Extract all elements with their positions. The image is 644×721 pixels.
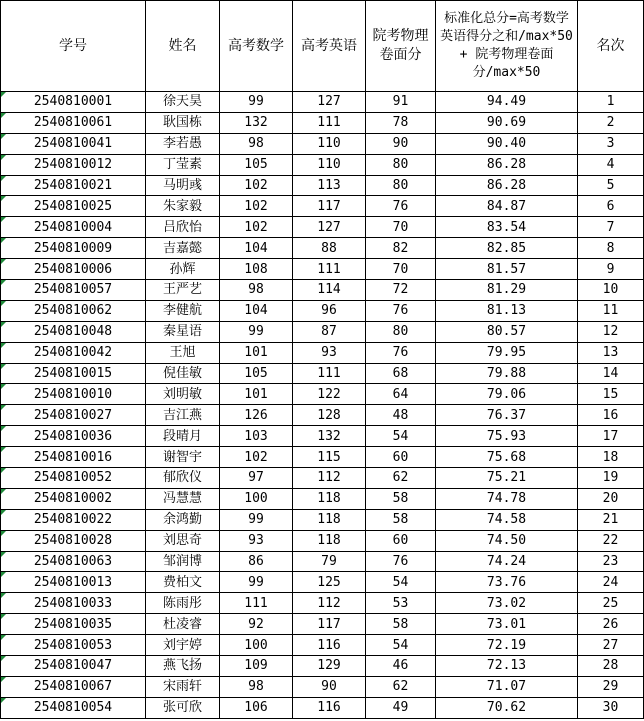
cell-standardized-score[interactable]: 74.58	[436, 509, 578, 530]
cell-physics[interactable]: 62	[366, 468, 436, 489]
table-row	[1, 551, 644, 572]
table-row	[1, 614, 644, 635]
cell-student-id[interactable]: 2540810025	[1, 196, 146, 217]
cell-name[interactable]: 宋雨轩	[146, 676, 220, 697]
cell-student-id[interactable]: 2540810062	[1, 300, 146, 321]
table-row	[1, 259, 644, 280]
cell-rank[interactable]: 29	[578, 676, 644, 697]
cell-standardized-score[interactable]: 75.93	[436, 426, 578, 447]
cell-english[interactable]: 111	[293, 259, 366, 280]
cell-math[interactable]: 98	[220, 280, 293, 301]
cell-math[interactable]: 92	[220, 614, 293, 635]
table-row	[1, 697, 644, 718]
cell-math[interactable]: 99	[220, 509, 293, 530]
cell-rank[interactable]: 24	[578, 572, 644, 593]
cell-standardized-score[interactable]: 72.13	[436, 656, 578, 677]
cell-english[interactable]: 111	[293, 363, 366, 384]
cell-name[interactable]: 杜凌睿	[146, 614, 220, 635]
cell-name[interactable]: 余鸿勤	[146, 509, 220, 530]
table-row	[1, 154, 644, 175]
cell-physics[interactable]: 48	[366, 405, 436, 426]
cell-standardized-score[interactable]: 82.85	[436, 238, 578, 259]
header-student-id[interactable]: 学号	[1, 1, 146, 92]
cell-rank[interactable]: 13	[578, 342, 644, 363]
header-name[interactable]: 姓名	[146, 1, 220, 92]
cell-student-id[interactable]: 2540810022	[1, 509, 146, 530]
cell-english[interactable]: 127	[293, 92, 366, 113]
table-row	[1, 426, 644, 447]
cell-standardized-score[interactable]: 71.07	[436, 676, 578, 697]
cell-english[interactable]: 93	[293, 342, 366, 363]
cell-physics[interactable]: 64	[366, 384, 436, 405]
cell-student-id[interactable]: 2540810002	[1, 488, 146, 509]
cell-name[interactable]: 王旭	[146, 342, 220, 363]
cell-standardized-score[interactable]: 76.37	[436, 405, 578, 426]
cell-english[interactable]: 110	[293, 154, 366, 175]
table-row	[1, 593, 644, 614]
cell-english[interactable]: 114	[293, 280, 366, 301]
cell-student-id[interactable]: 2540810010	[1, 384, 146, 405]
cell-student-id[interactable]: 2540810001	[1, 92, 146, 113]
cell-student-id[interactable]: 2540810016	[1, 447, 146, 468]
cell-math[interactable]: 93	[220, 530, 293, 551]
table-row	[1, 217, 644, 238]
table-row	[1, 112, 644, 133]
cell-physics[interactable]: 80	[366, 321, 436, 342]
cell-english[interactable]: 88	[293, 238, 366, 259]
cell-math[interactable]: 98	[220, 676, 293, 697]
cell-physics[interactable]: 80	[366, 175, 436, 196]
cell-rank[interactable]: 16	[578, 405, 644, 426]
cell-physics[interactable]: 78	[366, 112, 436, 133]
cell-math[interactable]: 102	[220, 217, 293, 238]
cell-math[interactable]: 105	[220, 154, 293, 175]
cell-math[interactable]: 103	[220, 426, 293, 447]
cell-math[interactable]: 132	[220, 112, 293, 133]
cell-english[interactable]: 122	[293, 384, 366, 405]
cell-standardized-score[interactable]: 70.62	[436, 697, 578, 718]
cell-math[interactable]: 99	[220, 572, 293, 593]
cell-student-id[interactable]: 2540810036	[1, 426, 146, 447]
cell-english[interactable]: 87	[293, 321, 366, 342]
cell-name[interactable]: 费柏文	[146, 572, 220, 593]
cell-standardized-score[interactable]: 94.49	[436, 92, 578, 113]
cell-standardized-score[interactable]: 81.13	[436, 300, 578, 321]
cell-name[interactable]: 秦星语	[146, 321, 220, 342]
table-row	[1, 488, 644, 509]
cell-physics[interactable]: 76	[366, 551, 436, 572]
cell-physics[interactable]: 70	[366, 259, 436, 280]
cell-standardized-score[interactable]: 74.24	[436, 551, 578, 572]
cell-rank[interactable]: 7	[578, 217, 644, 238]
cell-physics[interactable]: 70	[366, 217, 436, 238]
cell-standardized-score[interactable]: 73.01	[436, 614, 578, 635]
table-row	[1, 635, 644, 656]
cell-student-id[interactable]: 2540810047	[1, 656, 146, 677]
cell-math[interactable]: 102	[220, 175, 293, 196]
cell-name[interactable]: 耿国栋	[146, 112, 220, 133]
cell-rank[interactable]: 2	[578, 112, 644, 133]
cell-student-id[interactable]: 2540810027	[1, 405, 146, 426]
cell-physics[interactable]: 54	[366, 426, 436, 447]
cell-name[interactable]: 吉嘉懿	[146, 238, 220, 259]
cell-rank[interactable]: 26	[578, 614, 644, 635]
cell-rank[interactable]: 10	[578, 280, 644, 301]
cell-standardized-score[interactable]: 80.57	[436, 321, 578, 342]
cell-name[interactable]: 冯慧慧	[146, 488, 220, 509]
cell-rank[interactable]: 18	[578, 447, 644, 468]
cell-english[interactable]: 96	[293, 300, 366, 321]
cell-math[interactable]: 86	[220, 551, 293, 572]
cell-math[interactable]: 102	[220, 447, 293, 468]
cell-english[interactable]: 117	[293, 196, 366, 217]
cell-physics[interactable]: 53	[366, 593, 436, 614]
cell-name[interactable]: 王严艺	[146, 280, 220, 301]
cell-standardized-score[interactable]: 81.57	[436, 259, 578, 280]
cell-student-id[interactable]: 2540810063	[1, 551, 146, 572]
table-row	[1, 238, 644, 259]
cell-rank[interactable]: 15	[578, 384, 644, 405]
cell-physics[interactable]: 58	[366, 614, 436, 635]
cell-english[interactable]: 132	[293, 426, 366, 447]
cell-english[interactable]: 118	[293, 488, 366, 509]
cell-math[interactable]: 97	[220, 468, 293, 489]
cell-standardized-score[interactable]: 90.40	[436, 133, 578, 154]
cell-name[interactable]: 段晴月	[146, 426, 220, 447]
cell-standardized-score[interactable]: 86.28	[436, 175, 578, 196]
table-row	[1, 384, 644, 405]
cell-name[interactable]: 刘宇婷	[146, 635, 220, 656]
cell-math[interactable]: 98	[220, 133, 293, 154]
cell-student-id[interactable]: 2540810009	[1, 238, 146, 259]
cell-student-id[interactable]: 2540810057	[1, 280, 146, 301]
cell-physics[interactable]: 80	[366, 154, 436, 175]
cell-student-id[interactable]: 2540810067	[1, 676, 146, 697]
cell-student-id[interactable]: 2540810053	[1, 635, 146, 656]
cell-name[interactable]: 吉江燕	[146, 405, 220, 426]
cell-student-id[interactable]: 2540810054	[1, 697, 146, 718]
cell-rank[interactable]: 5	[578, 175, 644, 196]
cell-physics[interactable]: 76	[366, 196, 436, 217]
cell-physics[interactable]: 54	[366, 635, 436, 656]
cell-rank[interactable]: 25	[578, 593, 644, 614]
cell-physics[interactable]: 82	[366, 238, 436, 259]
cell-standardized-score[interactable]: 73.76	[436, 572, 578, 593]
header-row	[1, 1, 644, 92]
cell-english[interactable]: 110	[293, 133, 366, 154]
cell-rank[interactable]: 27	[578, 635, 644, 656]
table-row	[1, 447, 644, 468]
table-row	[1, 321, 644, 342]
header-physics[interactable]: 院考物理卷面分	[366, 1, 436, 92]
cell-student-id[interactable]: 2540810033	[1, 593, 146, 614]
cell-standardized-score[interactable]: 75.68	[436, 447, 578, 468]
cell-student-id[interactable]: 2540810006	[1, 259, 146, 280]
cell-english[interactable]: 128	[293, 405, 366, 426]
table-row	[1, 405, 644, 426]
cell-standardized-score[interactable]: 74.50	[436, 530, 578, 551]
cell-standardized-score[interactable]: 81.29	[436, 280, 578, 301]
cell-english[interactable]: 118	[293, 530, 366, 551]
cell-student-id[interactable]: 2540810052	[1, 468, 146, 489]
header-rank[interactable]: 名次	[578, 1, 644, 92]
cell-name[interactable]: 倪佳敏	[146, 363, 220, 384]
cell-english[interactable]: 115	[293, 447, 366, 468]
cell-english[interactable]: 125	[293, 572, 366, 593]
table-row	[1, 92, 644, 113]
cell-english[interactable]: 118	[293, 509, 366, 530]
cell-standardized-score[interactable]: 75.21	[436, 468, 578, 489]
table-row	[1, 468, 644, 489]
cell-rank[interactable]: 28	[578, 656, 644, 677]
cell-physics[interactable]: 72	[366, 280, 436, 301]
cell-student-id[interactable]: 2540810004	[1, 217, 146, 238]
cell-rank[interactable]: 23	[578, 551, 644, 572]
cell-rank[interactable]: 19	[578, 468, 644, 489]
cell-standardized-score[interactable]: 79.06	[436, 384, 578, 405]
cell-english[interactable]: 117	[293, 614, 366, 635]
header-math[interactable]: 高考数学	[220, 1, 293, 92]
cell-math[interactable]: 99	[220, 321, 293, 342]
table-row	[1, 300, 644, 321]
cell-english[interactable]: 111	[293, 112, 366, 133]
cell-math[interactable]: 111	[220, 593, 293, 614]
cell-rank[interactable]: 17	[578, 426, 644, 447]
cell-rank[interactable]: 20	[578, 488, 644, 509]
cell-english[interactable]: 116	[293, 635, 366, 656]
cell-rank[interactable]: 12	[578, 321, 644, 342]
cell-name[interactable]: 李健航	[146, 300, 220, 321]
cell-rank[interactable]: 8	[578, 238, 644, 259]
cell-english[interactable]: 90	[293, 676, 366, 697]
cell-math[interactable]: 104	[220, 300, 293, 321]
cell-standardized-score[interactable]: 79.88	[436, 363, 578, 384]
cell-standardized-score[interactable]: 83.54	[436, 217, 578, 238]
cell-math[interactable]: 126	[220, 405, 293, 426]
cell-english[interactable]: 112	[293, 593, 366, 614]
cell-name[interactable]: 刘明敏	[146, 384, 220, 405]
cell-physics[interactable]: 68	[366, 363, 436, 384]
cell-name[interactable]: 朱家毅	[146, 196, 220, 217]
cell-math[interactable]: 102	[220, 196, 293, 217]
cell-standardized-score[interactable]: 72.19	[436, 635, 578, 656]
cell-rank[interactable]: 30	[578, 697, 644, 718]
cell-name[interactable]: 陈雨彤	[146, 593, 220, 614]
cell-physics[interactable]: 90	[366, 133, 436, 154]
cell-physics[interactable]: 54	[366, 572, 436, 593]
cell-name[interactable]: 马明彧	[146, 175, 220, 196]
cell-standardized-score[interactable]: 74.78	[436, 488, 578, 509]
cell-math[interactable]: 105	[220, 363, 293, 384]
cell-student-id[interactable]: 2540810012	[1, 154, 146, 175]
cell-student-id[interactable]: 2540810028	[1, 530, 146, 551]
table-row	[1, 676, 644, 697]
cell-name[interactable]: 徐天昊	[146, 92, 220, 113]
cell-rank[interactable]: 1	[578, 92, 644, 113]
cell-physics[interactable]: 58	[366, 488, 436, 509]
cell-english[interactable]: 127	[293, 217, 366, 238]
cell-rank[interactable]: 3	[578, 133, 644, 154]
cell-student-id[interactable]: 2540810042	[1, 342, 146, 363]
cell-physics[interactable]: 46	[366, 656, 436, 677]
cell-math[interactable]: 99	[220, 92, 293, 113]
cell-name[interactable]: 燕飞扬	[146, 656, 220, 677]
cell-name[interactable]: 孙辉	[146, 259, 220, 280]
cell-name[interactable]: 郁欣仪	[146, 468, 220, 489]
cell-standardized-score[interactable]: 86.28	[436, 154, 578, 175]
cell-physics[interactable]: 62	[366, 676, 436, 697]
table-row	[1, 656, 644, 677]
cell-english[interactable]: 112	[293, 468, 366, 489]
cell-rank[interactable]: 9	[578, 259, 644, 280]
cell-physics[interactable]: 58	[366, 509, 436, 530]
cell-name[interactable]: 张可欣	[146, 697, 220, 718]
table-row	[1, 509, 644, 530]
cell-physics[interactable]: 49	[366, 697, 436, 718]
cell-standardized-score[interactable]: 79.95	[436, 342, 578, 363]
cell-math[interactable]: 104	[220, 238, 293, 259]
cell-student-id[interactable]: 2540810021	[1, 175, 146, 196]
cell-name[interactable]: 丁莹素	[146, 154, 220, 175]
header-standardized-score[interactable]: 标准化总分=高考数学英语得分之和/max*50 + 院考物理卷面分/max*50	[436, 1, 578, 92]
cell-math[interactable]: 100	[220, 488, 293, 509]
cell-rank[interactable]: 14	[578, 363, 644, 384]
cell-standardized-score[interactable]: 84.87	[436, 196, 578, 217]
cell-english[interactable]: 129	[293, 656, 366, 677]
cell-physics[interactable]: 91	[366, 92, 436, 113]
table-row	[1, 175, 644, 196]
cell-math[interactable]: 109	[220, 656, 293, 677]
cell-name[interactable]: 刘思奇	[146, 530, 220, 551]
table-body	[1, 92, 644, 719]
cell-math[interactable]: 106	[220, 697, 293, 718]
table-row	[1, 530, 644, 551]
cell-physics[interactable]: 76	[366, 300, 436, 321]
cell-math[interactable]: 101	[220, 342, 293, 363]
cell-english[interactable]: 113	[293, 175, 366, 196]
cell-physics[interactable]: 60	[366, 447, 436, 468]
table-row	[1, 133, 644, 154]
cell-english[interactable]: 116	[293, 697, 366, 718]
cell-student-id[interactable]: 2540810061	[1, 112, 146, 133]
cell-math[interactable]: 101	[220, 384, 293, 405]
cell-math[interactable]: 100	[220, 635, 293, 656]
cell-rank[interactable]: 22	[578, 530, 644, 551]
table-row	[1, 572, 644, 593]
header-english[interactable]: 高考英语	[293, 1, 366, 92]
cell-rank[interactable]: 21	[578, 509, 644, 530]
cell-student-id[interactable]: 2540810013	[1, 572, 146, 593]
cell-physics[interactable]: 60	[366, 530, 436, 551]
table-row	[1, 363, 644, 384]
cell-name[interactable]: 邹润博	[146, 551, 220, 572]
cell-student-id[interactable]: 2540810035	[1, 614, 146, 635]
cell-physics[interactable]: 76	[366, 342, 436, 363]
table-row	[1, 196, 644, 217]
cell-name[interactable]: 谢智宇	[146, 447, 220, 468]
cell-name[interactable]: 李若愚	[146, 133, 220, 154]
cell-rank[interactable]: 4	[578, 154, 644, 175]
cell-rank[interactable]: 11	[578, 300, 644, 321]
cell-student-id[interactable]: 2540810048	[1, 321, 146, 342]
table-row	[1, 280, 644, 301]
cell-english[interactable]: 79	[293, 551, 366, 572]
cell-student-id[interactable]: 2540810041	[1, 133, 146, 154]
cell-standardized-score[interactable]: 73.02	[436, 593, 578, 614]
cell-standardized-score[interactable]: 90.69	[436, 112, 578, 133]
cell-student-id[interactable]: 2540810015	[1, 363, 146, 384]
cell-name[interactable]: 吕欣怡	[146, 217, 220, 238]
table-row	[1, 342, 644, 363]
cell-rank[interactable]: 6	[578, 196, 644, 217]
cell-math[interactable]: 108	[220, 259, 293, 280]
